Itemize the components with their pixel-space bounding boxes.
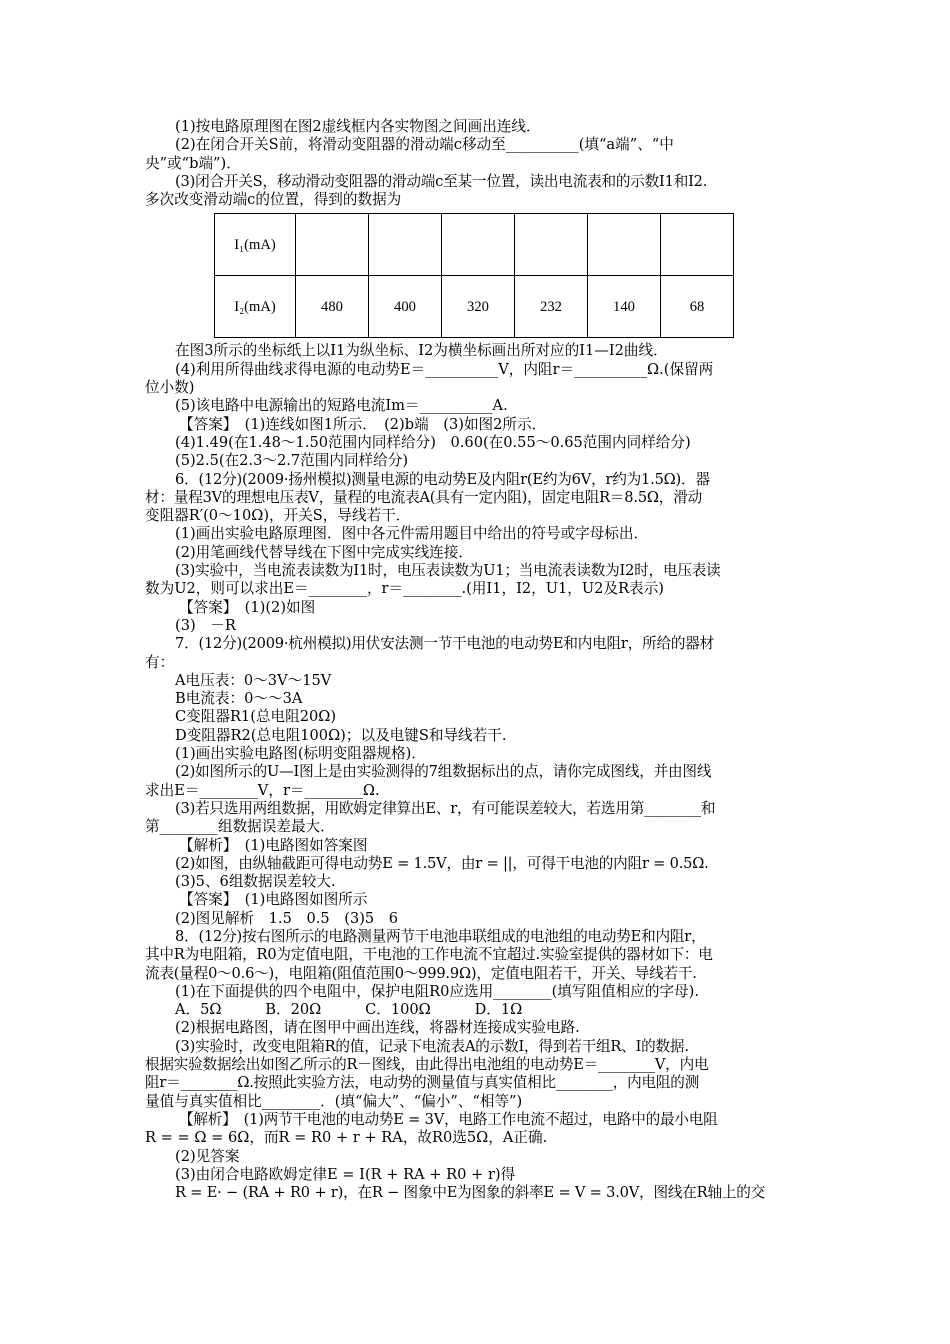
text-line: R = E· − (RA + R0 + r)，在R − 图象中E为图象的斜率E = V = 3.0V，图线在R轴上的交: [175, 1184, 766, 1202]
text-line: 有：: [145, 653, 175, 671]
text-line: 在图3所示的坐标纸上以I1为纵坐标、I2为横坐标画出所对应的I1—I2曲线．: [175, 342, 668, 360]
text-line: (2)用笔画线代替导线在下图中完成实线连接．: [175, 543, 473, 561]
text-line: (3)5、6组数据误差较大.: [175, 873, 336, 891]
options-line: A．5Ω B．20Ω C．100Ω D．1Ω: [175, 1001, 523, 1019]
text-line: 多次改变滑动端c的位置，得到的数据为: [145, 191, 402, 209]
text-line: 第________组数据误差最大．: [145, 818, 335, 836]
text-line: (1)画出实验电路图(标明变阻器规格)．: [175, 745, 426, 763]
question-8-line: 8．(12分)按右图所示的电路测量两节干电池串联组成的电池组的电动势E和内阻r，: [175, 927, 706, 945]
table-cell: 400: [369, 276, 442, 338]
text-line: (2)如图，由纵轴截距可得电动势E = 1.5V，由r = ||，可得干电池的内阻r = 0.5Ω.: [175, 854, 709, 872]
text-line: (3)由闭合电路欧姆定律E = I(R + RA + R0 + r)得: [175, 1165, 516, 1183]
analysis-label-line: 【解析】 (1)两节干电池的电动势E = 3V，电路工作电流不超过，电路中的最小电阻: [179, 1110, 718, 1128]
table-cell: [369, 214, 442, 276]
question-6-line: 6．(12分)(2009·扬州模拟)测量电源的电动势E及内阻r(E约为6V，r约为1.5Ω)．器: [175, 470, 710, 488]
table-cell: 68: [661, 276, 734, 338]
text-line: (2)图见解析 1.5 0.5 (3)5 6: [175, 909, 399, 927]
text-line: 材：量程3V的理想电压表V，量程的电流表A(具有一定内阻)，固定电阻R＝8.5Ω，滑动: [145, 488, 702, 506]
table-cell: [296, 214, 369, 276]
table-row-label: I₂(mA): [215, 276, 296, 338]
text-line: 央”或“b端”)．: [145, 154, 241, 172]
text-line: (2)如图所示的U—I图上是由实验测得的7组数据标出的点，请你完成图线，并由图线: [175, 763, 712, 781]
table-cell: [588, 214, 661, 276]
text-line: (4)利用所得曲线求得电源的电动势E＝__________V，内阻r＝__________Ω.(保留两: [175, 360, 714, 378]
text-line: 阻r＝________Ω.按照此实验方法，电动势的测量值与真实值相比________，内电阻的测: [145, 1074, 700, 1092]
text-line: B电流表：0～～3A: [175, 690, 303, 708]
text-line: (3)实验中，当电流表读数为I1时，电压表读数为U1；当电流表读数为I2时，电压表读: [175, 562, 721, 580]
text-line: (5)该电路中电源输出的短路电流Im＝__________A.: [175, 397, 508, 415]
answer-label-line: 【答案】 (1)电路图如图所示: [179, 891, 368, 909]
text-line: 位小数): [145, 379, 195, 397]
question-7-line: 7．(12分)(2009·杭州模拟)用伏安法测一节干电池的电动势E和内电阻r，所给的器材: [175, 635, 715, 653]
table-cell: [515, 214, 588, 276]
text-line: (2)见答案: [175, 1147, 240, 1165]
text-line: (1)在下面提供的四个电阻中，保护电阻R0应选用________(填写阻值相应的字母).: [175, 982, 699, 1000]
text-line: (5)2.5(在2.3～2.7范围内同样给分): [175, 452, 409, 470]
text-line: 求出E＝________V，r＝________Ω.: [145, 781, 380, 799]
table-cell: 232: [515, 276, 588, 338]
text-line: (3)若只选用两组数据，用欧姆定律算出E、r，有可能误差较大，若选用第________和: [175, 799, 716, 817]
text-line: 变阻器R′(0～10Ω)，开关S，导线若干．: [145, 507, 411, 525]
text-line: (2)根据电路图，请在图甲中画出连线，将器材连接成实验电路.: [175, 1019, 580, 1037]
text-line: C变阻器R1(总电阻20Ω): [175, 708, 337, 726]
text-line: A电压表：0～3V～15V: [175, 671, 332, 689]
table-row: [215, 214, 734, 276]
answer-label-line: 【答案】 (1)(2)如图: [179, 598, 316, 616]
analysis-label-line: 【解析】 (1)电路图如答案图: [179, 836, 368, 854]
table-cell: [661, 214, 734, 276]
text-line: 其中R为电阻箱，R0为定值电阻，干电池的工作电流不宜超过.实验室提供的器材如下：电: [145, 946, 713, 964]
text-line: (4)1.49(在1.48～1.50范围内同样给分) 0.60(在0.55～0.65范围内同样给分): [175, 433, 691, 451]
table-cell: [442, 214, 515, 276]
text-line: D变阻器R2(总电阻100Ω)；以及电键S和导线若干.: [175, 726, 507, 744]
text-line: 根据实验数据绘出如图乙所示的R－图线，由此得出电池组的电动势E＝________V，内电: [145, 1056, 709, 1074]
text-line: 流表(量程0～0.6～)，电阻箱(阻值范围0～999.9Ω)，定值电阻若干，开关、导线若干.: [145, 964, 697, 982]
text-line: (1)画出实验电路原理图．图中各元件需用题目中给出的符号或字母标出．: [175, 525, 649, 543]
table-cell: 320: [442, 276, 515, 338]
data-table: [214, 213, 734, 338]
text-line: 量值与真实值相比________．(填“偏大”、“偏小”、“相等”): [145, 1092, 523, 1110]
text-line: 数为U2，则可以求出E＝________，r＝________.(用I1，I2，U1，U2及R表示): [145, 580, 664, 598]
document-page: [145, 118, 810, 1202]
table-cell: 480: [296, 276, 369, 338]
text-line: (3) －R: [175, 616, 236, 634]
text-line: R = = Ω = 6Ω，而R = R0 + r + RA，故R0选5Ω，A正确.: [145, 1129, 548, 1147]
table-cell: 140: [588, 276, 661, 338]
text-line: (3)闭合开关S，移动滑动变阻器的滑动端c至某一位置，读出电流表和的示数I1和I2.: [175, 172, 708, 190]
text-line: (3)实验时，改变电阻箱R的值，记录下电流表A的示数I，得到若干组R、I的数据.: [175, 1037, 689, 1055]
text-line: (2)在闭合开关S前，将滑动变阻器的滑动端c移动至__________(填“a端”、“中: [175, 136, 674, 154]
text-line: (1)按电路原理图在图2虚线框内各实物图之间画出连线．: [175, 118, 541, 135]
answer-label-line: 【答案】 (1)连线如图1所示． (2)b端 (3)如图2所示．: [179, 415, 547, 433]
table-row: [215, 276, 734, 338]
table-row-label: I₁(mA): [215, 214, 296, 276]
